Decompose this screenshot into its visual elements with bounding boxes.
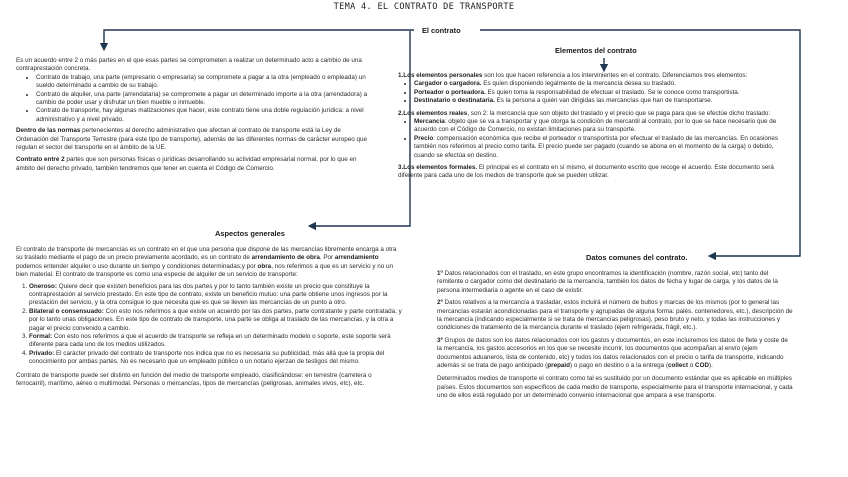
line-to-left <box>104 30 414 47</box>
contrato2-bold: Contrato entre 2 <box>16 156 65 164</box>
item-label: Cargador o cargadora. <box>414 80 482 88</box>
bold-span: arrendamiento <box>334 254 379 262</box>
aspectos-block <box>16 246 402 389</box>
elementos-block <box>398 72 790 181</box>
heading-elementos: Elementos del contrato <box>555 46 637 55</box>
reales-paragraph <box>398 110 790 118</box>
list-item <box>414 135 790 160</box>
item-text: : objeto que se va a transportar y que otorga la condición de mercantil al contrato, por lo que se hace necesario que de acuerdo con el Código de Comercio, no existan limitaciones para su transporte. <box>414 118 777 134</box>
dato-3-paragraph <box>437 337 793 371</box>
item-label: Mercancía <box>414 118 445 126</box>
bold-span: arrendamiento de obra <box>251 254 320 262</box>
item-label: Privado: <box>29 349 55 357</box>
bold-span: COD <box>695 362 710 370</box>
list-item <box>29 333 402 350</box>
list-item <box>29 350 402 367</box>
dato-label: 2º <box>437 299 443 307</box>
item-label: Precio <box>414 134 434 142</box>
item-text: : compensación económica que recibe el porteador o transportista por efectuar el traslado de las mercancías. En ocasiones también nos referimos al precio como tarifa. El precio puede ser pagado (cuando se abona en el momento de la carga) o debido, cuando se efectúa en destino. <box>414 134 779 159</box>
dato-2-paragraph <box>437 299 793 333</box>
list-item <box>414 97 790 105</box>
dato-text: ) o pago en destino o a la entrega ( <box>570 362 669 370</box>
contract-examples-list <box>16 74 371 124</box>
contrato2-text: partes que son personas físicas o jurídicas desarrollando su actividad empresarial normal, por lo que en ámbito del derecho privado, también tendremos que tener en cuenta el Código de Comercio. <box>16 156 357 172</box>
item-text: Con esto nos referimos a que existe un acuerdo por las dos partes, parte contratante y parte contratada, y por lo tanto unas obligaciones. En este tipo de contrato de transporte, una parte se obliga al traslado de las mercancías, y la otra a pagar el precio convenido a cambio. <box>29 307 402 332</box>
list-item: • Contrato de trabajo, una parte (empresario o empresaria) se compromete a pagar a la otra (empleado o empleada) un sueldo determinado a cambio de su trabajo. <box>36 74 371 91</box>
list-item: • Contrato de transporte, hay algunas matizaciones que hacer, este contrato tiene una doble regulación jurídica: a nivel administrativo y a nivel privado. <box>36 107 371 124</box>
list-item <box>29 308 402 333</box>
item-text: El carácter privado del contrato de transporte nos indica que no es necesaria su publicidad, más allá que la propia del conocimiento por ambas partes. No es necesario que un empleado público o un notario ejerzan de testigos del mismo. <box>29 349 385 366</box>
heading-aspectos: Aspectos generales <box>215 229 285 238</box>
page-title: TEMA 4. EL CONTRATO DE TRANSPORTE <box>333 2 515 12</box>
list-item <box>29 283 402 308</box>
dato-text: Datos relacionados con el traslado, en este grupo encontramos la identificación (nombre, razón social, etc) tanto del remitente o cargador como del destinatario de la mercancía, también los datos de fecha y lugar de carga, y los datos de la persona intermediaria o agente en el caso de existir. <box>437 270 778 294</box>
text-span: El contrato de transporte de mercancías es un contrato en el que una persona que dispone de las mercancías libremente encarga a otra su traslado mediante el pago de un precio previamente acordado, es un contrato de <box>16 246 397 262</box>
personales-label: 1.Los elementos personales <box>398 72 483 79</box>
dato-1-paragraph <box>437 270 793 295</box>
intro-paragraph: Es un acuerdo entre 2 o más partes en el que esas partes se comprometen a realizar un determinado acto a cambio de una contraprestación concreta. <box>16 57 362 73</box>
reales-text: , son 2: la mercancía que son objeto del traslado y el precio que se paga para que se efectúe dicho traslado: <box>467 109 771 117</box>
dato-text: Datos relativos a la mercancía a trasladar, estos incluirá el número de bultos y marcas de los mismos (por lo general las mercancías estarán acondicionadas para el transporte y agrupadas de alguna forma: palés, contenedores, etc.), descripción de la mercancía (indicando especialmente si se trata de mercancías peligrosas), peso bruto y neto, y todas las instrucciones y condiciones de tratamiento de la mercancía durante el traslado (ejem refrigerada, frágil, etc.). <box>437 299 793 332</box>
datos-closing: Determinados medios de transporte el contrato como tal es sustituido por un documento estándar que es aplicable en múltiples países. Estos documentos son específicos de cada medio de transporte, especialmente para el transporte internacional, y cada uno de ellos está regulado por un determinado convenio internacional que ampara a ese transporte. <box>437 375 793 400</box>
list-item <box>414 80 790 88</box>
dato-label: 3º <box>437 336 443 344</box>
dato-text: Grupos de datos son los datos relacionados con los gastos y documentos, en este incluiremos los datos de flete y coste de la mercancía, los gastos accesorios en los que se necesite incurrir, los documentos que acompañan al envío (ejem documentos aduaneros, lista de contenido, etc) y todos los datos relacionados con el precio o tarifa de transporte, indicando además si se trata de pago anticipado ( <box>437 336 788 370</box>
formales-text: El principal es el contrato en sí mismo, el documento escrito que recoge el acuerdo. Este documento será diferente para cada uno de los medios de transporte que se pueden utilizar. <box>398 164 774 180</box>
item-label: Formal: <box>29 333 53 341</box>
heading-el-contrato: El contrato <box>422 26 461 35</box>
item-text: Con esto nos referimos a que el acuerdo de transporte se refleja en un determinado modelo o soporte, este soporte será diferente para cada uno de los medios utilizados. <box>29 333 391 349</box>
list-item <box>414 118 790 135</box>
contrato2-paragraph <box>16 156 371 173</box>
normas-paragraph <box>16 127 371 152</box>
text-span: , nos referimos a que es un servicio y no un bien material. El contrato de transporte es como una especie de alquiler de un servicio de transporte: <box>16 262 393 279</box>
item-label: Bilateral o consensuado: <box>29 307 104 315</box>
personales-text: son los que hacen referencia a los intervinientes en el contrato. Diferenciamos tres elementos: <box>482 72 748 79</box>
text-span: . Por <box>319 254 335 262</box>
item-text: Quiere decir que existen beneficios para las dos partes y por lo tanto también existe un precio que constituye la contraprestación al servicio prestado. En este tipo de contrato, existe un beneficio mutuo: una parte obtiene unos ingresos por la prestación del servicio, y la otra consigue lo que necesita que es que se lleven las mercancías de un punto a otro. <box>29 282 388 307</box>
normas-bold: Dentro de las normas <box>16 127 81 135</box>
aspectos-closing: Contrato de transporte puede ser distinto en función del medio de transporte empleado, clasificándose: en terrestre (carretera o ferrocarril), marítimo, aéreo o multimodal. Personas o mercancías, tipos de mercancías (peligrosas, animales vivos, etc), etc. <box>16 371 372 388</box>
left-definition-block <box>16 57 371 173</box>
dato-text: o <box>688 362 696 370</box>
aspectos-intro <box>16 246 402 280</box>
item-text: Es quien disponiendo legalmente de la mercancía desea su traslado. <box>481 80 676 88</box>
list-item <box>414 89 790 97</box>
aspectos-list <box>16 283 402 367</box>
bold-span: collect <box>668 362 688 370</box>
bold-span: prepaid <box>547 362 571 370</box>
reales-list <box>398 118 790 160</box>
personales-list <box>398 80 790 105</box>
formales-paragraph <box>398 164 790 181</box>
list-item: • Contrato de alquiler, una parte (arrendataria) se compromete a pagar un determinado importe a la otra (arrendadora) a cambio de poder usar y disfrutar un bien mueble o inmueble. <box>36 91 371 108</box>
item-label: Destinatario o destinataria. <box>414 97 495 105</box>
bold-span: obra <box>257 262 272 270</box>
reales-label: 2.Los elementos reales <box>398 109 468 117</box>
dato-text: ). <box>709 362 713 370</box>
personales-paragraph <box>398 72 790 80</box>
normas-text: pertenecientes al derecho administrativo que afectan al contrato de transporte está la Ley de Ordenación del Transporte Terrestre (para este tipo de transporte), además de las diferentes normas de carácter europeo que regulan el sector del transporte en el ámbito de la UE. <box>16 127 367 152</box>
datos-block <box>437 270 793 401</box>
heading-datos: Datos comunes del contrato. <box>586 253 688 262</box>
formales-label: 3.Los elementos formales. <box>398 164 478 172</box>
item-label: Porteador o porteadora. <box>414 88 486 96</box>
dato-label: 1º <box>437 270 443 277</box>
item-text: Es la persona a quién van dirigidas las mercancías que han de transportarse. <box>494 97 713 105</box>
item-label: Oneroso: <box>29 282 57 290</box>
item-text: Es quien toma la responsabilidad de efectuar el traslado. Se le conoce como transportista. <box>485 88 740 96</box>
text-span: podemos entender alquiler o uso durante un tiempo y condiciones determinadas;y por <box>16 262 258 270</box>
